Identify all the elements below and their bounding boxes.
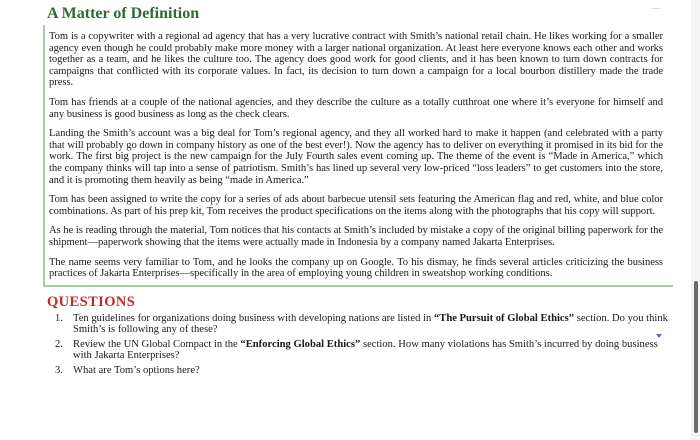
- case-title: A Matter of Definition: [47, 5, 200, 22]
- paragraph: Tom has friends at a couple of the national agencies, and they describe the culture as a totally cutthroat one where it’s everyone for himself and any business is good business as long as the check clears.: [49, 96, 663, 120]
- question-text: [73, 313, 673, 336]
- question-text-part: Ten guidelines for organizations doing business with developing nations are listed in: [73, 312, 434, 324]
- scrollbar-thumb[interactable]: [694, 281, 698, 433]
- paragraph: As he is reading through the material, Tom notices that his contacts at Smith’s included by mistake a copy of the original billing paperwork for the shipment—paperwork showing that the items were actually made in Indonesia by a company named Jakarta Enterprises.: [49, 225, 663, 248]
- paragraph: Tom is a copywriter with a regional ad agency that has a very lucrative contract with Smith’s national retail chain. He likes working for a smaller agency even though he could probably make more money with a larger national organization. At least here everyone knows each other and works together as a team, and he likes the culture too. The agency does good work for good clients, and it has been known to turn down contracts for campaigns that conflicted with its corporate values. In fact, its decision to turn down a campaign for a local bourbon distillery made the trade press.: [49, 31, 663, 89]
- question-text-part: Review the UN Global Compact in the: [73, 338, 241, 350]
- questions-list: [47, 313, 673, 377]
- paragraph: Landing the Smith’s account was a big deal for Tom’s regional agency, and they all worked hard to make it happen (and celebrated with a party that will probably go down in company history as one of the best ever!). Now the agency has to deliver on everything it promised in its bid for the work. The first big project is the new campaign for the July Fourth sales event coming up. The theme of the event is “Made in America,” which the company thinks will tap into a sense of patriotism. Smith’s has lined up several very low-priced “loss leaders” to get customers into the store, and it is promoting them heavily as being “made in America.”: [49, 128, 663, 186]
- scrollbar[interactable]: [691, 0, 700, 440]
- question-number: 1.: [55, 312, 63, 324]
- paragraph: The name seems very familiar to Tom, and he looks the company up on Google. To his dismay, he finds several articles criticizing the business practices of Jakarta Enterprises—specifically in the area of employing young children in sweatshop working conditions.: [49, 256, 663, 280]
- section-reference: “The Pursuit of Global Ethics”: [433, 312, 575, 324]
- question-text: [73, 339, 673, 362]
- document: [47, 0, 673, 380]
- question-text-part: section. How many violations has Smith’s incurred by doing business with Jakarta Enterprises?: [73, 338, 658, 362]
- question-number: 2.: [55, 338, 63, 350]
- case-study-box: [43, 25, 673, 287]
- question-number: 3.: [55, 365, 63, 377]
- section-reference: “Enforcing Global Ethics”: [240, 338, 361, 350]
- question-text: [73, 365, 673, 377]
- question-text-part: What are Tom’s options here?: [73, 365, 200, 377]
- questions-heading: QUESTIONS: [47, 293, 136, 310]
- question-text-part: section. Do you think Smith’s is following any of these?: [73, 312, 668, 336]
- divider: [652, 8, 660, 9]
- question-item: [55, 339, 673, 362]
- paragraph: Tom has been assigned to write the copy for a series of ads about barbecue utensil sets featuring the American flag and red, white, and blue color combinations. As part of his prep kit, Tom receives the product specifications on the items along with the photographs that his copy will support.: [49, 194, 663, 217]
- question-item: [55, 313, 673, 336]
- scroll-down-indicator-icon[interactable]: [656, 334, 662, 338]
- question-item: [55, 365, 673, 377]
